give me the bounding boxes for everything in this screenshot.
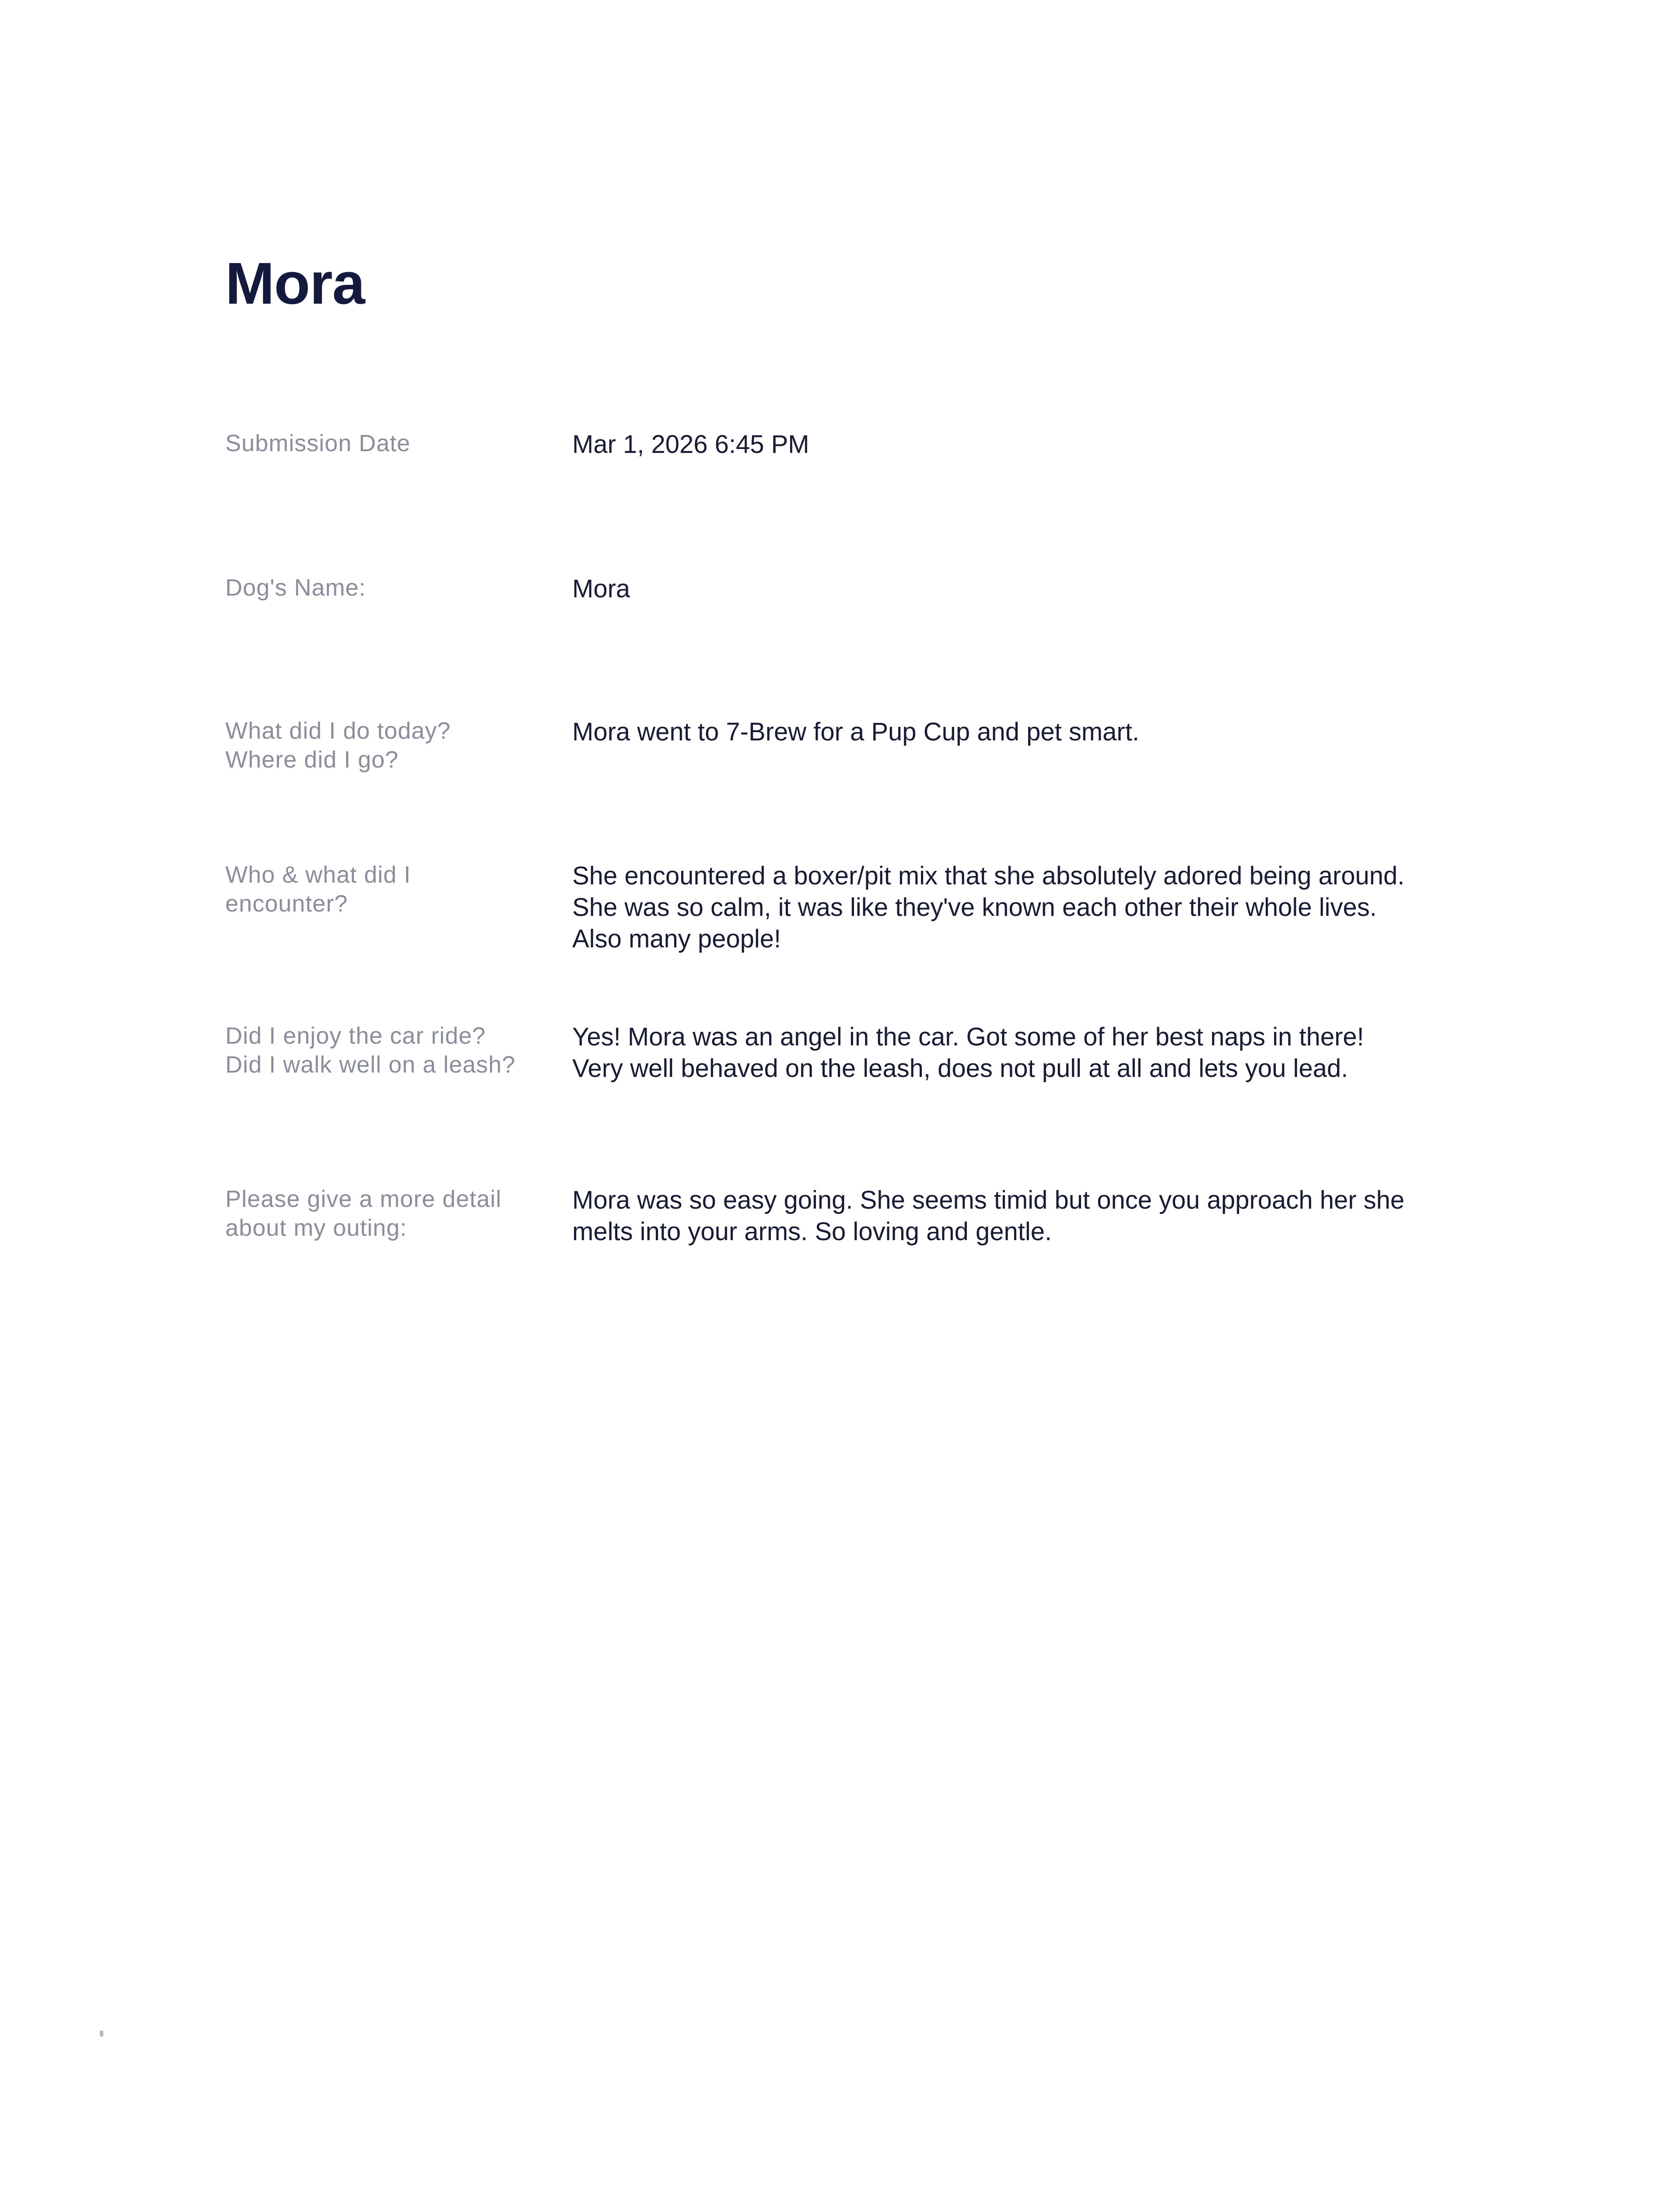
field-label: Who & what did I encounter?: [225, 862, 411, 917]
field-label: Submission Date: [225, 430, 411, 456]
field-label: Did I enjoy the car ride? Did I walk well on a leash?: [225, 1023, 516, 1078]
field-value: She encountered a boxer/pit mix that she absolutely adored being around. She was so calm, it was like they've known each other their whole lives. Also many people!: [572, 862, 1405, 953]
field-label: What did I do today? Where did I go?: [225, 718, 451, 773]
field-value: Mar 1, 2026 6:45 PM: [572, 430, 809, 459]
scan-speck: [100, 2030, 103, 2037]
field-value: Mora went to 7-Brew for a Pup Cup and pet smart.: [572, 718, 1139, 746]
field-value: Yes! Mora was an angel in the car. Got some of her best naps in there! Very well behaved on the leash, does not pull at all and lets you lead.: [572, 1023, 1364, 1083]
field-label: Please give a more detail about my outing:: [225, 1186, 502, 1241]
field-value: Mora was so easy going. She seems timid but once you approach her she melts into your arms. So loving and gentle.: [572, 1186, 1405, 1246]
page-title: Mora: [225, 250, 365, 316]
field-value: Mora: [572, 575, 630, 603]
field-label: Dog's Name:: [225, 575, 366, 601]
